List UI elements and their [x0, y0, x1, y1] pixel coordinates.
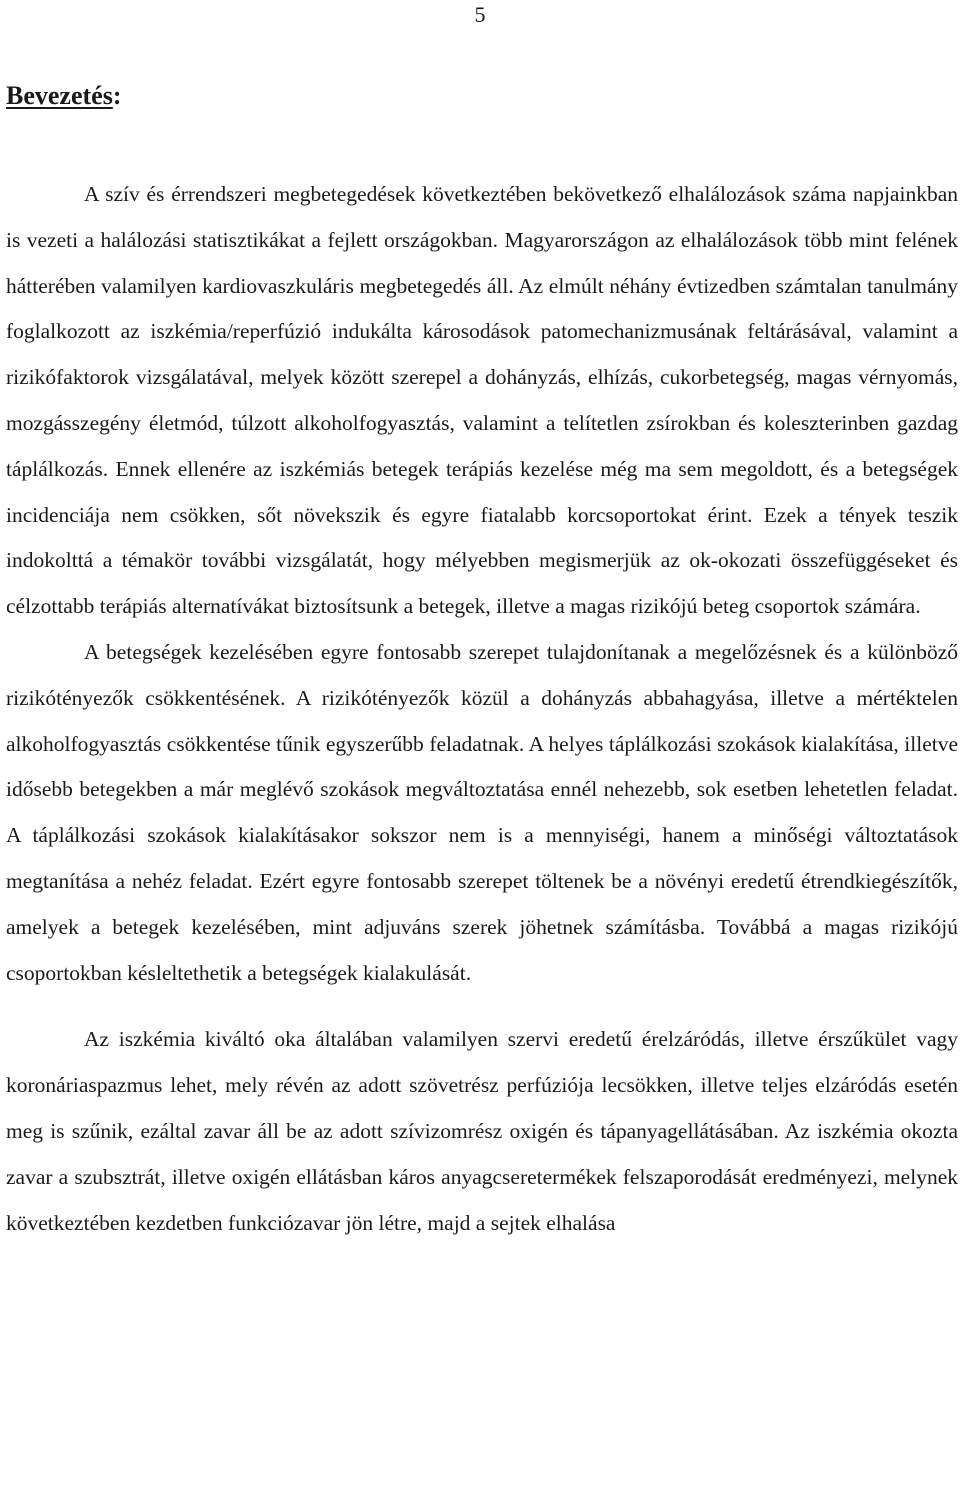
section-heading-colon: :: [112, 81, 122, 110]
section-heading: [6, 80, 122, 112]
page-number: 5: [474, 2, 486, 27]
body-text: [6, 172, 958, 1246]
paragraph-3: Az iszkémia kiváltó oka általában valamilyen szervi eredetű érelzáródás, illetve érszűkület vagy koronáriaspazmus lehet, mely révén az adott szövetrész perfúziója lecsökken, illetve teljes elzáródás esetén meg is szűnik, ezáltal zavar áll be az adott szívizomrész oxigén és tápanyagellátásában. Az iszkémia okozta zavar a szubsztrát, illetve oxigén ellátásban káros anyagcseretermékek felszaporodását eredményezi, melynek következtében kezdetben funkciózavar jön létre, majd a sejtek elhalása: [6, 1027, 958, 1235]
section-heading-text: Bevezetés: [6, 81, 113, 110]
paragraph-2: A betegségek kezelésében egyre fontosabb szerepet tulajdonítanak a megelőzésnek és a különböző rizikótényezők csökkentésének. A rizikótényezők közül a dohányzás abbahagyása, illetve a mértéktelen alkoholfogyasztás csökkentése tűnik egyszerűbb feladatnak. A helyes táplálkozási szokások kialakítása, illetve idősebb betegekben a már meglévő szokások megváltoztatása ennél nehezebb, sok esetben lehetetlen feladat. A táplálkozási szokások kialakításakor sokszor nem is a mennyiségi, hanem a minőségi változtatások megtanítása a nehéz feladat. Ezért egyre fontosabb szerepet töltenek be a növényi eredetű étrendkiegészítők, amelyek a betegek kezelésében, mint adjuváns szerek jöhetnek számításba. Továbbá a magas rizikójú csoportokban késleltethetik a betegségek kialakulását.: [6, 639, 958, 985]
paragraph-1: A szív és érrendszeri megbetegedések következtében bekövetkező elhalálozások száma napjainkban is vezeti a halálozási statisztikákat a fejlett országokban. Magyarországon az elhalálozások több mint felének hátterében valamilyen kardiovaszkuláris megbetegedés áll. Az elmúlt néhány évtizedben számtalan tanulmány foglalkozott az iszkémia/reperfúzió indukálta károsodások patomechanizmusának feltárásával, valamint a rizikófaktorok vizsgálatával, melyek között szerepel a dohányzás, elhízás, cukorbetegség, magas vérnyomás, mozgásszegény életmód, túlzott alkoholfogyasztás, valamint a telítetlen zsírokban és koleszterinben gazdag táplálkozás. Ennek ellenére az iszkémiás betegek terápiás kezelése még ma sem megoldott, és a betegségek incidenciája nem csökken, sőt növekszik és egyre fiatalabb korcsoportokat érint. Ezek a tények teszik indokolttá a témakör további vizsgálatát, hogy mélyebben megismerjük az ok-okozati összefüggéseket és célzottabb terápiás alternatívákat biztosítsunk a betegek, illetve a magas rizikójú beteg csoportok számára.: [6, 182, 958, 619]
